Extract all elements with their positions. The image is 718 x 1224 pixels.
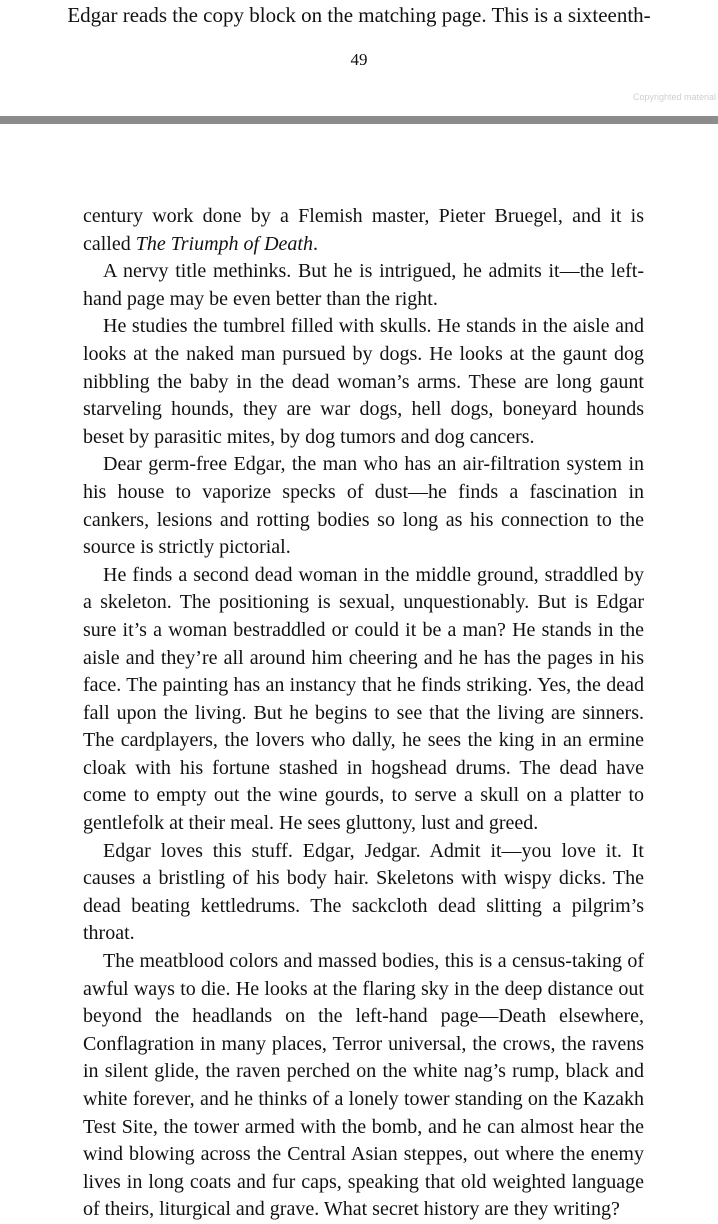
paragraph-5: He finds a second dead woman in the middle ground, straddled by a skeleton. The positioning is sexual, unquestionably. But is Edgar sure it’s a woman bestraddled or could it be a man? He stands in the aisle and they’re all around him cheering and he has the pages in his face. The painting has an instancy that he finds striking. Yes, the dead fall upon the living. But he begins to see that the living are sinners. The cardplayers, the lovers who dally, he sees the king in an ermine cloak with his fortune stashed in hogshead drums. The dead have come to empty out the wine gourds, to serve a skull on a platter to gentlefolk at their meal. He sees gluttony, lust and greed. [83, 563, 644, 835]
book-text-body [83, 203, 644, 1224]
previous-page-footer [0, 0, 718, 115]
paragraph-1-end: . [313, 232, 318, 255]
paragraph-2: A nervy title methinks. But he is intrigued, he admits it—the left-hand page may be even better than the right. [83, 260, 644, 310]
copyright-notice: Copyrighted material [632, 92, 716, 102]
painting-title: The Triumph of Death [135, 232, 313, 255]
paragraph-3: He studies the tumbrel filled with skulls. He stands in the aisle and looks at the naked man pursued by dogs. He looks at the gaunt dog nibbling the baby in the dead woman’s arms. These are long gaunt starveling hounds, they are war dogs, hell dogs, boneyard hounds beset by parasitic mites, by dog tumors and dog cancers. [83, 315, 644, 448]
paragraph-4: Dear germ-free Edgar, the man who has an air-filtration system in his house to vaporize specks of dust—he finds a fascination in cankers, lesions and rotting bodies so long as his connection to the source is strictly pictorial. [83, 453, 644, 559]
page-divider [0, 116, 718, 124]
paragraph-1-text: century work done by a Flemish master, Pieter Bruegel, and it is called [83, 205, 644, 255]
paragraph-1 [83, 203, 644, 258]
running-text-line: Edgar reads the copy block on the matching page. This is a sixteenth- [67, 3, 651, 27]
paragraph-6: Edgar loves this stuff. Edgar, Jedgar. Admit it—you love it. It causes a bristling of his body hair. Skeletons with wispy dicks. The dead beating kettledrums. The sackcloth dead slitting a pilgrim’s throat. [83, 839, 644, 945]
paragraph-7: The meatblood colors and massed bodies, this is a census-taking of awful ways to die. He looks at the flaring sky in the deep distance out beyond the headlands on the left-hand page—Death elsewhere, Conflagration in many places, Terror universal, the crows, the ravens in silent glide, the raven perched on the white nag’s rump, black and white forever, and he thinks of a lonely tower standing on the Kazakh Test Site, the tower armed with the bomb, and he can almost hear the wind blowing across the Central Asian steppes, out where the enemy lives in long coats and fur caps, speaking that old weighted language of theirs, liturgical and grave. What secret history are they writing? [83, 950, 644, 1221]
page-number: 49 [350, 50, 368, 69]
